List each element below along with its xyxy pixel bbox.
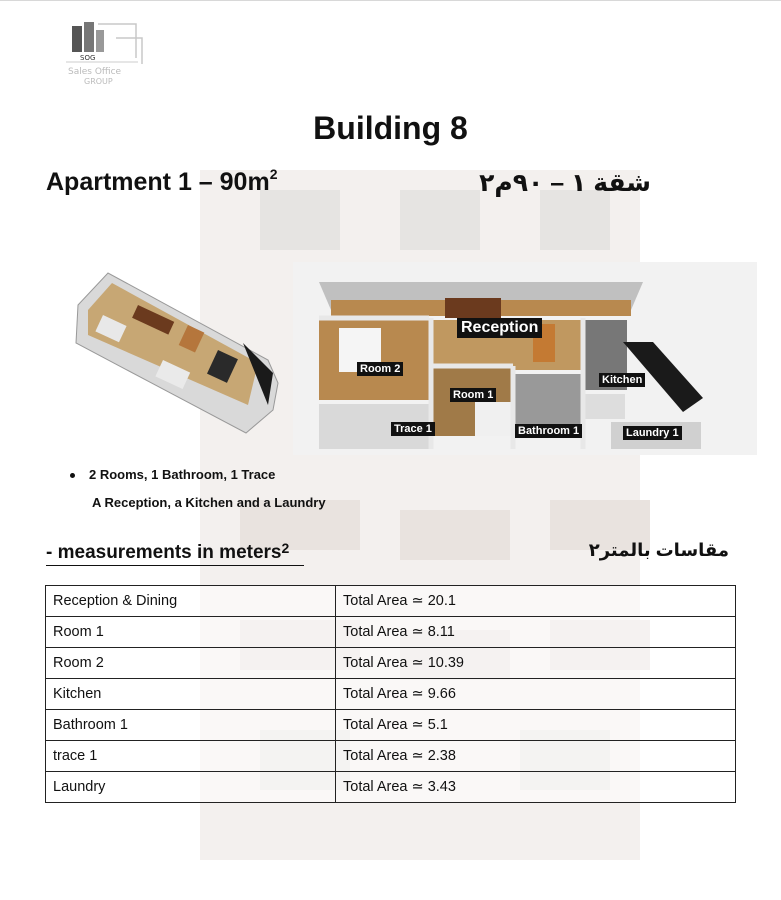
room-name-cell: Laundry xyxy=(46,772,336,803)
apartment-title-arabic: شقة ١ – ٩٠م٢ xyxy=(479,169,651,197)
plan-label-room2: Room 2 xyxy=(357,362,403,376)
table-row xyxy=(46,648,736,679)
table-row xyxy=(46,772,736,803)
features-list xyxy=(70,467,326,510)
floor-plan xyxy=(293,262,757,455)
area-table xyxy=(45,585,736,803)
area-value-cell: Total Area ≃ 20.1 xyxy=(336,586,736,617)
isometric-3d-render xyxy=(68,265,288,435)
room-name-cell: Room 2 xyxy=(46,648,336,679)
room-name-cell: Kitchen xyxy=(46,679,336,710)
features-line-1: 2 Rooms, 1 Bathroom, 1 Trace xyxy=(70,467,326,482)
bullet-icon xyxy=(70,473,75,478)
plan-label-reception: Reception xyxy=(457,318,542,338)
table-row xyxy=(46,741,736,772)
measurements-heading-arabic: مقاسات بالمتر٢ xyxy=(588,540,729,560)
table-row xyxy=(46,679,736,710)
room-name-cell: Room 1 xyxy=(46,617,336,648)
features-line-2: A Reception, a Kitchen and a Laundry xyxy=(92,495,326,510)
plan-label-kitchen: Kitchen xyxy=(599,373,645,387)
apartment-title: Apartment $1 - 90m^2$ xyxy=(46,166,278,196)
plan-label-laundry1: Laundry 1 xyxy=(623,426,682,440)
table-row xyxy=(46,586,736,617)
svg-text:Sales Office: Sales Office xyxy=(68,67,122,77)
plan-label-trace1: Trace 1 xyxy=(391,422,435,436)
area-value-cell: Total Area ≃ 10.39 xyxy=(336,648,736,679)
area-value-cell: Total Area ≃ 8.11 xyxy=(336,617,736,648)
plan-label-room1: Room 1 xyxy=(450,388,496,402)
svg-text:SOG: SOG xyxy=(80,54,96,62)
company-logo xyxy=(58,18,146,90)
room-name-cell: trace 1 xyxy=(46,741,336,772)
measurements-heading-underline xyxy=(46,565,304,566)
top-rule xyxy=(0,0,781,1)
table-row xyxy=(46,617,736,648)
building-title: Building 8 xyxy=(313,110,468,146)
plan-label-bathroom1: Bathroom 1 xyxy=(515,424,582,438)
svg-text:GROUP: GROUP xyxy=(84,77,113,86)
measurements-heading: - measurements in meters$^2$ xyxy=(46,540,290,563)
area-value-cell: Total Area ≃ 3.43 xyxy=(336,772,736,803)
table-row xyxy=(46,710,736,741)
area-value-cell: Total Area ≃ 9.66 xyxy=(336,679,736,710)
room-name-cell: Reception & Dining xyxy=(46,586,336,617)
room-name-cell: Bathroom 1 xyxy=(46,710,336,741)
area-value-cell: Total Area ≃ 5.1 xyxy=(336,710,736,741)
area-value-cell: Total Area ≃ 2.38 xyxy=(336,741,736,772)
